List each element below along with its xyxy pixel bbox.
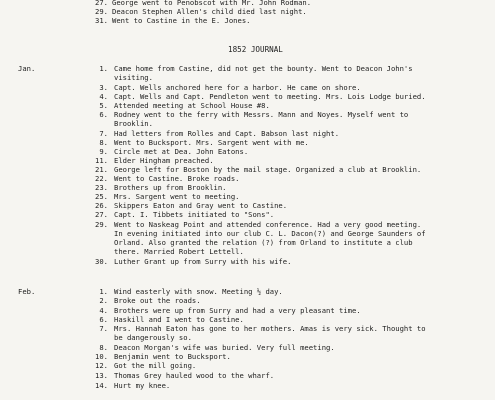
entry-text: Luther Grant up from Surry with his wife. <box>114 257 292 266</box>
entry-text: Wind easterly with snow. Meeting ½ day. <box>114 287 283 296</box>
entry-day: 8. <box>99 343 108 352</box>
entry-day: 30. <box>95 257 108 266</box>
entry-text: Mrs. Hannah Eaton has gone to her mothers. Amas is very sick. Thought to <box>114 324 426 333</box>
entry-day: 3. <box>99 83 108 92</box>
entry-day: 1. <box>99 64 108 73</box>
entry-text: Broke out the roads. <box>114 296 201 305</box>
entry-day: 7. <box>99 129 108 138</box>
entry-day: 5. <box>99 101 108 110</box>
entry-text: visiting. <box>114 73 153 82</box>
entry-text: Went to Naskeag Point and attended conference. Had a very good meeting. <box>114 220 422 229</box>
entry-day: 22. <box>95 174 108 183</box>
entry-text: Capt. Wells anchored here for a harbor. He came on shore. <box>114 83 361 92</box>
entry-day: 27. <box>95 210 108 219</box>
entry-text: Went to Castine. Broke roads. <box>114 174 240 183</box>
entry-text: Rodney went to the ferry with Messrs. Mann and Noyes. Myself went to <box>114 110 409 119</box>
entry-text: Went to Bucksport. Mrs. Sargent went with me. <box>114 138 309 147</box>
month-label: Feb. <box>18 287 36 296</box>
entry-text: be dangerously so. <box>114 333 192 342</box>
entry-text: Attended meeting at School House #8. <box>114 101 270 110</box>
entry-day: 23. <box>95 183 108 192</box>
entry-day: 26. <box>95 201 108 210</box>
entry-text: Thomas Grey hauled wood to the wharf. <box>114 371 275 380</box>
entry-text: Skippers Eaton and Gray went to Castine. <box>114 201 288 210</box>
entry-text: Brooklin. <box>114 119 153 128</box>
entry-day: 31. <box>95 16 108 25</box>
entry-text: Had letters from Rolles and Capt. Babson last night. <box>114 129 340 138</box>
entry-day: 9. <box>99 147 108 156</box>
journal-title: 1852 JOURNAL <box>228 45 283 54</box>
entry-text: Elder Hingham preached. <box>114 156 214 165</box>
entry-day: 1. <box>99 287 108 296</box>
entry-text: George left for Boston by the mail stage. Organized a club at Brooklin. <box>114 165 422 174</box>
entry-day: 8. <box>99 138 108 147</box>
entry-text: Went to Castine in the E. Jones. <box>112 16 251 25</box>
entry-day: 25. <box>95 192 108 201</box>
entry-day: 14. <box>95 381 108 390</box>
entry-text: Hurt my knee. <box>114 381 171 390</box>
entry-text: Brothers were up from Surry and had a very pleasant time. <box>114 306 361 315</box>
entry-text: Brothers up from Brooklin. <box>114 183 227 192</box>
entry-day: 12. <box>95 361 108 370</box>
entry-text: In evening initiated into our club C. L. Dacon(?) and George Saunders of <box>114 229 426 238</box>
entry-text: there. Married Robert Lettell. <box>114 247 244 256</box>
entry-day: 2. <box>99 296 108 305</box>
entry-text: Came home from Castine, did not get the bounty. Went to Deacon John's <box>114 64 413 73</box>
entry-text: George went to Penobscot with Mr. John Rodman. <box>112 0 312 7</box>
entry-day: 29. <box>95 7 108 16</box>
entry-text: Mrs. Sargent went to meeting. <box>114 192 240 201</box>
entry-text: Got the mill going. <box>114 361 197 370</box>
entry-text: Orland. Also granted the relation (?) from Orland to institute a club <box>114 238 413 247</box>
month-label: Jan. <box>18 64 36 73</box>
entry-text: Deacon Stephen Allen's child died last night. <box>112 7 307 16</box>
entry-text: Benjamin went to Bucksport. <box>114 352 231 361</box>
entry-day: 4. <box>99 306 108 315</box>
entry-day: 10. <box>95 352 108 361</box>
entry-day: 27. <box>95 0 108 7</box>
entry-day: 6. <box>99 110 108 119</box>
entry-day: 6. <box>99 315 108 324</box>
entry-day: 7. <box>99 324 108 333</box>
entry-text: Capt. I. Tibbets initiated to "Sons". <box>114 210 275 219</box>
entry-text: Capt. Wells and Capt. Pendleton went to meeting. Mrs. Lois Lodge buried. <box>114 92 426 101</box>
entry-day: 13. <box>95 371 108 380</box>
entry-day: 29. <box>95 220 108 229</box>
entry-day: 4. <box>99 92 108 101</box>
entry-day: 11. <box>95 156 108 165</box>
entry-text: Deacon Morgan's wife was buried. Very full meeting. <box>114 343 335 352</box>
entry-day: 21. <box>95 165 108 174</box>
entry-text: Haskill and I went to Castine. <box>114 315 244 324</box>
entry-text: Circle met at Dea. John Eatons. <box>114 147 249 156</box>
